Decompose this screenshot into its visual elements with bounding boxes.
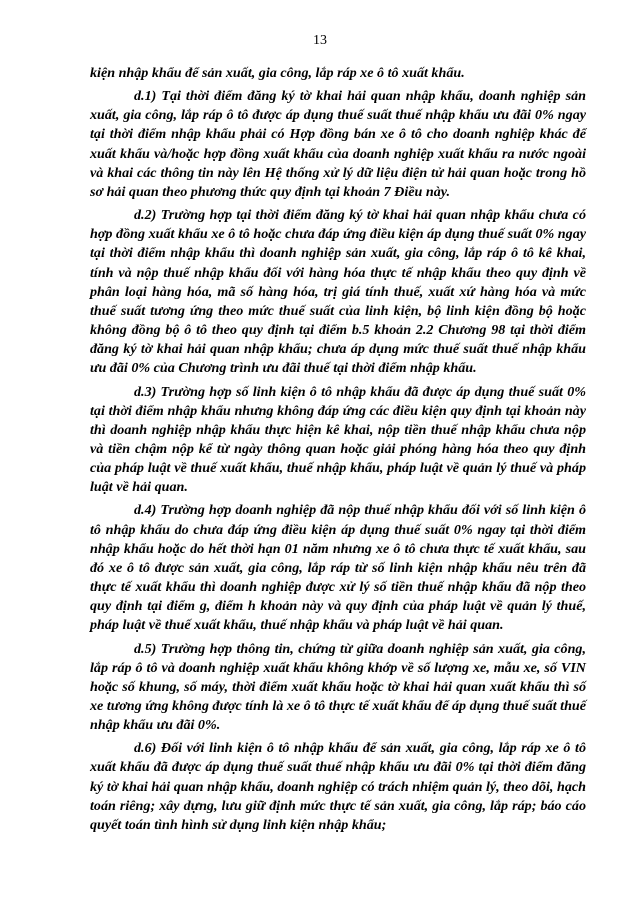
paragraph-continuation: kiện nhập khẩu để sản xuất, gia công, lắp ráp xe ô tô xuất khẩu.	[90, 65, 465, 81]
paragraph-d4: d.4) Trường hợp doanh nghiệp đã nộp thuế nhập khẩu đối với số linh kiện ô tô nhập khẩu do chưa đáp ứng điều kiện áp dụng thuế suất 0% ngay tại thời điểm nhập khẩu hoặc do hết thời hạn 01 năm nhưng xe ô tô chưa thực tế xuất khẩu, sau đó xe ô tô được sản xuất, gia công, lắp ráp từ số linh kiện nhập khẩu nêu trên đã thực tế xuất khẩu thì doanh nghiệp được xử lý số tiền thuế nhập khẩu đã nộp theo quy định tại điểm g, điểm h khoản này và quy định của pháp luật về quản lý thuế, pháp luật về thuế xuất khẩu, thuế nhập khẩu và pháp luật về hải quan.	[90, 502, 586, 634]
paragraph-d1: d.1) Tại thời điểm đăng ký tờ khai hải quan nhập khẩu, doanh nghiệp sản xuất, gia công, lắp ráp ô tô được áp dụng thuế suất thuế nhập khẩu ưu đãi 0% ngay tại thời điểm nhập khẩu phải có Hợp đồng bán xe ô tô cho doanh nghiệp khác để xuất khẩu và/hoặc hợp đồng xuất khẩu của doanh nghiệp xuất khẩu ra nước ngoài và khai các thông tin này lên Hệ thống xử lý dữ liệu điện tử hải quan hoặc trong hồ sơ hải quan theo phương thức quy định tại khoản 7 Điều này.	[90, 88, 586, 200]
paragraph-d3: d.3) Trường hợp số linh kiện ô tô nhập khẩu đã được áp dụng thuế suất 0% tại thời điểm nhập khẩu nhưng không đáp ứng các điều kiện quy định tại khoản này thì doanh nghiệp nhập khẩu thực hiện kê khai, nộp tiền thuế nhập khẩu chưa nộp và tiền chậm nộp kể từ ngày thông quan hoặc giải phóng hàng hóa theo quy định của pháp luật về thuế xuất khẩu, thuế nhập khẩu, pháp luật về quản lý thuế và pháp luật về hải quan.	[90, 383, 586, 496]
paragraph-d6: d.6) Đối với linh kiện ô tô nhập khẩu để sản xuất, gia công, lắp ráp xe ô tô xuất khẩu đã được áp dụng thuế suất thuế nhập khẩu ưu đãi 0% tại thời điểm đăng ký tờ khai hải quan nhập khẩu, doanh nghiệp có trách nhiệm quản lý, theo dõi, hạch toán riêng; xây dựng, lưu giữ định mức thực tế sản xuất, gia công, lắp ráp; báo cáo quyết toán tình hình sử dụng linh kiện nhập khẩu;	[90, 740, 586, 833]
document-body	[90, 64, 586, 839]
paragraph-d2: d.2) Trường hợp tại thời điểm đăng ký tờ khai hải quan nhập khẩu chưa có hợp đồng xuất khẩu xe ô tô hoặc chưa đáp ứng điều kiện áp dụng thuế suất 0% ngay tại thời điểm nhập khẩu thì doanh nghiệp sản xuất, gia công, lắp ráp ô tô kê khai, tính và nộp thuế nhập khẩu đối với hàng hóa thực tế nhập khẩu theo quy định về phân loại hàng hóa, mã số hàng hóa, trị giá tính thuế, xuất xứ hàng hóa và mức thuế suất tương ứng theo mức thuế suất của linh kiện, bộ linh kiện đồng bộ hoặc không đồng bộ ô tô theo quy định tại điểm b.5 khoản 2.2 Chương 98 tại thời điểm đăng ký tờ khai hải quan nhập khẩu; chưa áp dụng mức thuế suất thuế nhập khẩu ưu đãi 0% của Chương trình ưu đãi thuế tại thời điểm nhập khẩu.	[90, 207, 586, 377]
paragraph-d5: d.5) Trường hợp thông tin, chứng từ giữa doanh nghiệp sản xuất, gia công, lắp ráp ô tô và doanh nghiệp xuất khẩu không khớp về số lượng xe, mẫu xe, số VIN hoặc số khung, số máy, thời điểm xuất khẩu hoặc tờ khai hải quan xuất khẩu thì số xe tương ứng không được tính là xe ô tô thực tế xuất khẩu để áp dụng thuế suất thuế nhập khẩu ưu đãi 0%.	[90, 640, 586, 734]
page-number: 13	[313, 33, 327, 48]
